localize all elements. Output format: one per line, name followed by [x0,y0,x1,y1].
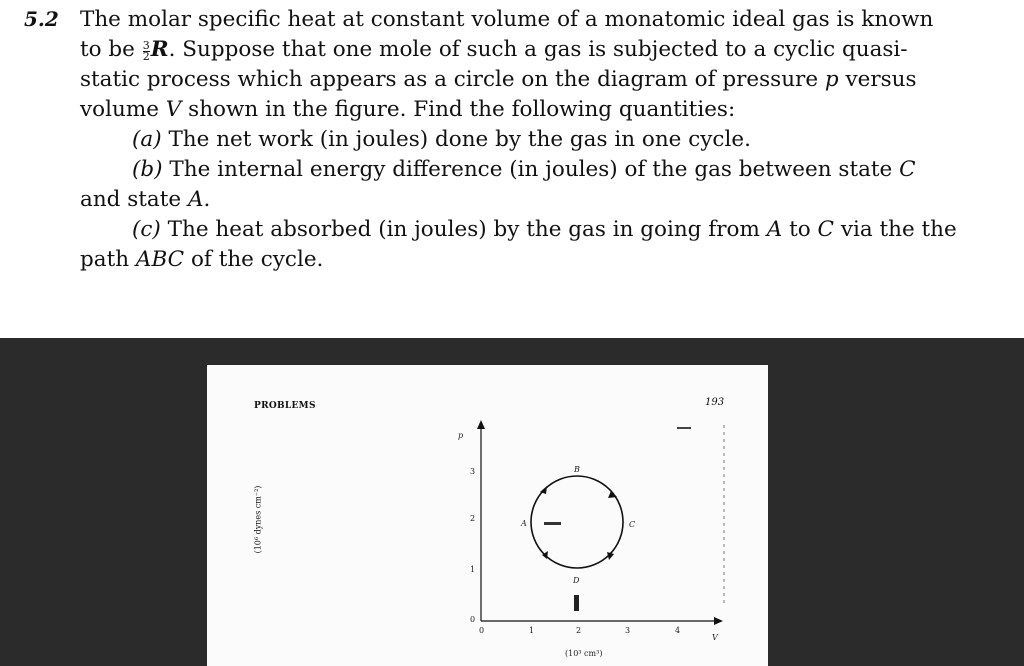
x-axis-symbol: V [712,633,718,642]
pv-diagram [207,365,768,666]
x-axis-arrow-icon [714,617,723,625]
problem-number: 5.2 [24,7,59,31]
page-header-title: PROBLEMS [254,401,316,411]
page-number: 193 [705,397,725,408]
scanned-figure-page [207,365,768,666]
point-label-c: C [629,520,636,529]
x-tick-4: 4 [675,626,681,635]
part-b: (b) The internal energy difference (in joules) of the gas between state C and state A. [80,157,916,212]
part-c: (c) The heat absorbed (in joules) by the gas in going from A to C via the the path ABC of the cycle. [80,217,957,272]
point-label-d: D [573,576,580,585]
y-tick-3: 3 [470,467,476,476]
y-tick-2: 2 [470,514,476,523]
point-label-a: A [521,519,527,528]
x-axis-unit: (10³ cm³) [565,649,603,658]
point-label-b: B [574,465,580,474]
fraction-three-halves: $\frac{3}{2}$ [142,39,150,63]
y-axis-arrow-icon [477,420,485,429]
y-tick-1: 1 [470,565,476,574]
x-tick-2: 2 [576,626,582,635]
scan-artifact [574,595,579,611]
y-tick-0: 0 [470,615,476,624]
x-tick-1: 1 [529,626,535,635]
problem-intro: The molar specific heat at constant volume of a monatomic ideal gas is known to be $\frac{3}{2}$ R. Suppose that one mole of such a gas is subjected to a cyclic quasi-static process which appears as a circle on the diagram of pressure p versus volume V shown in the figure. Find the following quantities: [80,7,934,122]
cycle-arrow-icon [607,552,614,560]
x-tick-0: 0 [479,626,485,635]
problem-text [80,5,960,275]
scan-artifact [544,522,561,525]
x-tick-3: 3 [625,626,631,635]
part-a: (a) The net work (in joules) done by the gas in one cycle. [132,127,751,152]
y-axis-symbol: p [458,431,464,440]
scan-artifact [677,427,691,429]
y-axis-unit: (10⁶ dynes cm⁻²) [253,485,263,554]
